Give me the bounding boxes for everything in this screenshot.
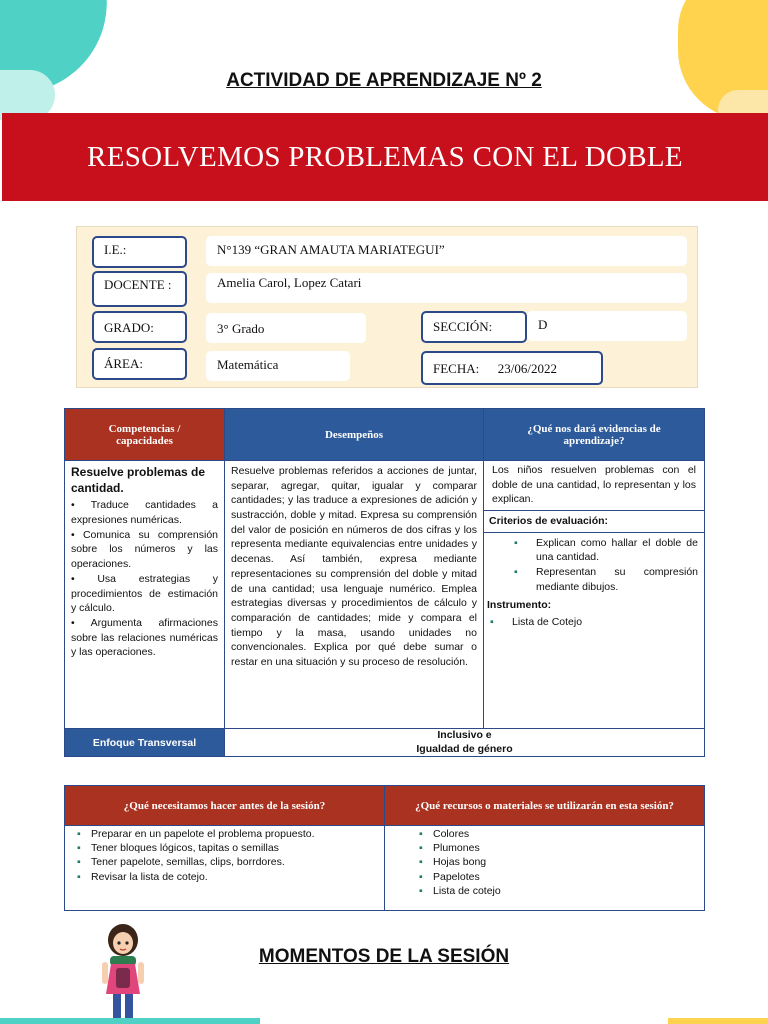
desempeno-cell [225, 461, 484, 729]
antes-item: ▪ Tener bloques lógicos, tapitas o semillas [73, 841, 378, 855]
info-box [76, 226, 698, 388]
momentos-title: MOMENTOS DE LA SESIÓN [258, 946, 510, 967]
evidencia-text: Los niños resuelven problemas con el doble de una cantidad, lo representan y los explican. [484, 461, 704, 511]
instrumento-label: Instrumento: [487, 598, 552, 611]
header-materiales: ¿Qué recursos o materiales se utilizarán en esta sesión? [385, 786, 705, 826]
area-value: Matemática [206, 351, 350, 381]
decor-bottom-yellow [668, 1018, 768, 1024]
ie-value: N°139 “GRAN AMAUTA MARIATEGUI” [206, 236, 687, 266]
competencias-table [64, 408, 705, 757]
criterio-item: ▪ Representan su compresión mediante dibujos. [514, 565, 698, 594]
enfoque-line-2: Igualdad de género [416, 742, 513, 755]
capacidad-item: • Comunica su comprensión sobre los números y las operaciones. [71, 528, 218, 571]
capacidad-item: • Traduce cantidades a expresiones numéricas. [71, 499, 218, 527]
materiales-list [385, 826, 704, 910]
instrumentos-list [484, 612, 704, 633]
enfoque-line-1: Inclusivo e [437, 729, 492, 742]
recursos-table [64, 785, 705, 911]
header-desempenos: Desempeños [225, 409, 484, 461]
materiales-cell [385, 826, 705, 911]
grado-value: 3° Grado [206, 313, 366, 343]
activity-title: ACTIVIDAD DE APRENDIZAJE Nº 2 [226, 70, 542, 91]
material-item: ▪ Plumones [415, 841, 698, 855]
material-item: ▪ Hojas bong [415, 855, 698, 869]
area-label: ÁREA: [92, 348, 187, 380]
criterios-list [484, 533, 704, 598]
fecha-label: FECHA: [433, 361, 480, 376]
material-item: ▪ Lista de cotejo [415, 884, 698, 898]
enfoque-label: Enfoque Transversal [65, 729, 225, 757]
competencias-cell [65, 461, 225, 729]
antes-item: ▪ Tener papelote, semillas, clips, borrdores. [73, 855, 378, 869]
capacidad-item: • Usa estrategias y procedimientos de estimación y cálculo. [71, 572, 218, 615]
instrumento-item: ▪ Lista de Cotejo [490, 615, 698, 630]
docente-label: DOCENTE : [92, 271, 187, 307]
grado-label: GRADO: [92, 311, 187, 343]
desempeno-text: Resuelve problemas referidos a acciones de juntar, separar, agregar, quitar, igualar y comparar cantidades; y las traduce a expresiones de adición y sustracción, doble y mitad. Expresa su comprensión del valor de posición en números de dos cifras y los representa mediante equivalencias entre unidades y decenas. Así también, expresa mediante representaciones su comprensión del doble y mitad de una cantidad; usa lenguaje numérico. Emplea estrategias diversas y procedimientos de cálculo y comparación de cantidades; mide y compara el tiempo y la masa, usando unidades no convencionales. Explica por qué debe sumar o restar en una situación y su proceso de resolución. [231, 465, 477, 668]
evidencias-cell [484, 461, 705, 729]
fecha-value: 23/06/2022 [497, 361, 557, 376]
title-banner [2, 113, 768, 201]
header-antes: ¿Qué necesitamos hacer antes de la sesión? [65, 786, 385, 826]
enfoque-value [225, 729, 705, 757]
seccion-value: D [527, 311, 687, 341]
girl-illustration [96, 922, 150, 1024]
antes-cell [65, 826, 385, 911]
seccion-label: SECCIÓN: [421, 311, 527, 343]
ie-label: I.E.: [92, 236, 187, 268]
header-competencias: Competencias / capacidades [65, 409, 225, 461]
material-item: ▪ Papelotes [415, 870, 698, 884]
competencia-title: Resuelve problemas de cantidad. [71, 465, 206, 496]
criterio-item: ▪ Explican como hallar el doble de una cantidad. [514, 536, 698, 565]
header-evidencias: ¿Qué nos dará evidencias de aprendizaje? [484, 409, 705, 461]
antes-item: ▪ Revisar la lista de cotejo. [73, 870, 378, 884]
antes-list [65, 826, 384, 910]
criterios-label: Criterios de evaluación: [484, 511, 704, 533]
fecha-field [421, 351, 603, 385]
material-item: ▪ Colores [415, 827, 698, 841]
docente-value: Amelia Carol, Lopez Catari [206, 273, 687, 303]
antes-item: ▪ Preparar en un papelote el problema propuesto. [73, 827, 378, 841]
capacidad-item: • Argumenta afirmaciones sobre las relaciones numéricas y las operaciones. [71, 616, 218, 659]
decor-bottom-teal [0, 1018, 260, 1024]
banner-title: RESOLVEMOS PROBLEMAS CON EL DOBLE [87, 140, 683, 173]
